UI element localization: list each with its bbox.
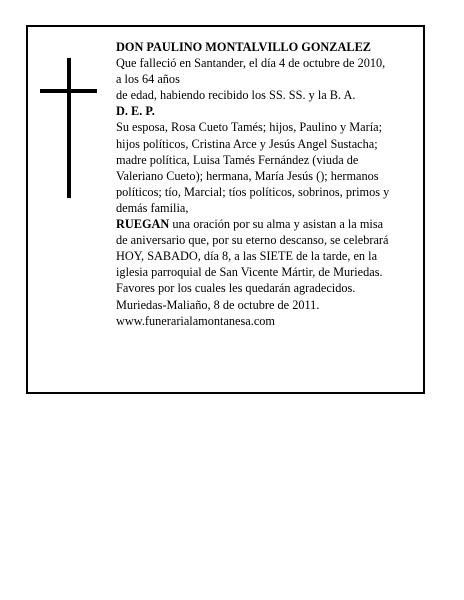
deceased-name: DON PAULINO MONTALVILLO GONZALEZ <box>116 40 371 54</box>
death-line: Que falleció en Santander, el día 4 de octubre de 2010, <box>116 56 386 71</box>
death-line: a los 64 años <box>116 72 180 87</box>
family-line: demás familia, <box>116 200 189 215</box>
ruegan-word: RUEGAN <box>116 217 170 232</box>
family-line: madre política, Luisa Tamés Fernández (viuda de <box>116 152 359 167</box>
family-line: Su esposa, Rosa Cueto Tamés; hijos, Paulino y María; <box>116 120 383 135</box>
rip-label: D. E. P. <box>116 104 155 119</box>
ruegan-rest: una oración por su alma y asistan a la misa <box>169 217 384 232</box>
death-line: de edad, habiendo recibido los SS. SS. y la B. A. <box>116 88 356 103</box>
mass-line: iglesia parroquial de San Vicente Mártir, de Muriedas. <box>116 265 383 280</box>
family-line: Valeriano Cueto); hermana, María Jesús (); hermanos <box>116 168 379 183</box>
mass-line: HOY, SABADO, día 8, a las SIETE de la tarde, en la <box>116 249 378 264</box>
family-line: hijos políticos, Cristina Arce y Jesús Angel Sustacha; <box>116 136 378 151</box>
cross-icon <box>40 58 97 198</box>
cross-vertical-bar <box>67 58 71 198</box>
obituary-text <box>116 39 421 329</box>
obituary-notice <box>26 25 425 394</box>
funeral-home-website: www.funerarialamontanesa.com <box>116 313 275 328</box>
family-line: políticos; tío, Marcial; tíos políticos, sobrinos, primos y <box>116 184 390 199</box>
cross-horizontal-bar <box>40 89 97 93</box>
ruegan-line <box>116 216 421 232</box>
place-date: Muriedas-Maliaño, 8 de octubre de 2011. <box>116 297 320 312</box>
mass-line: de aniversario que, por su eterno descanso, se celebrará <box>116 233 389 248</box>
mass-line: Favores por los cuales les quedarán agradecidos. <box>116 281 356 296</box>
